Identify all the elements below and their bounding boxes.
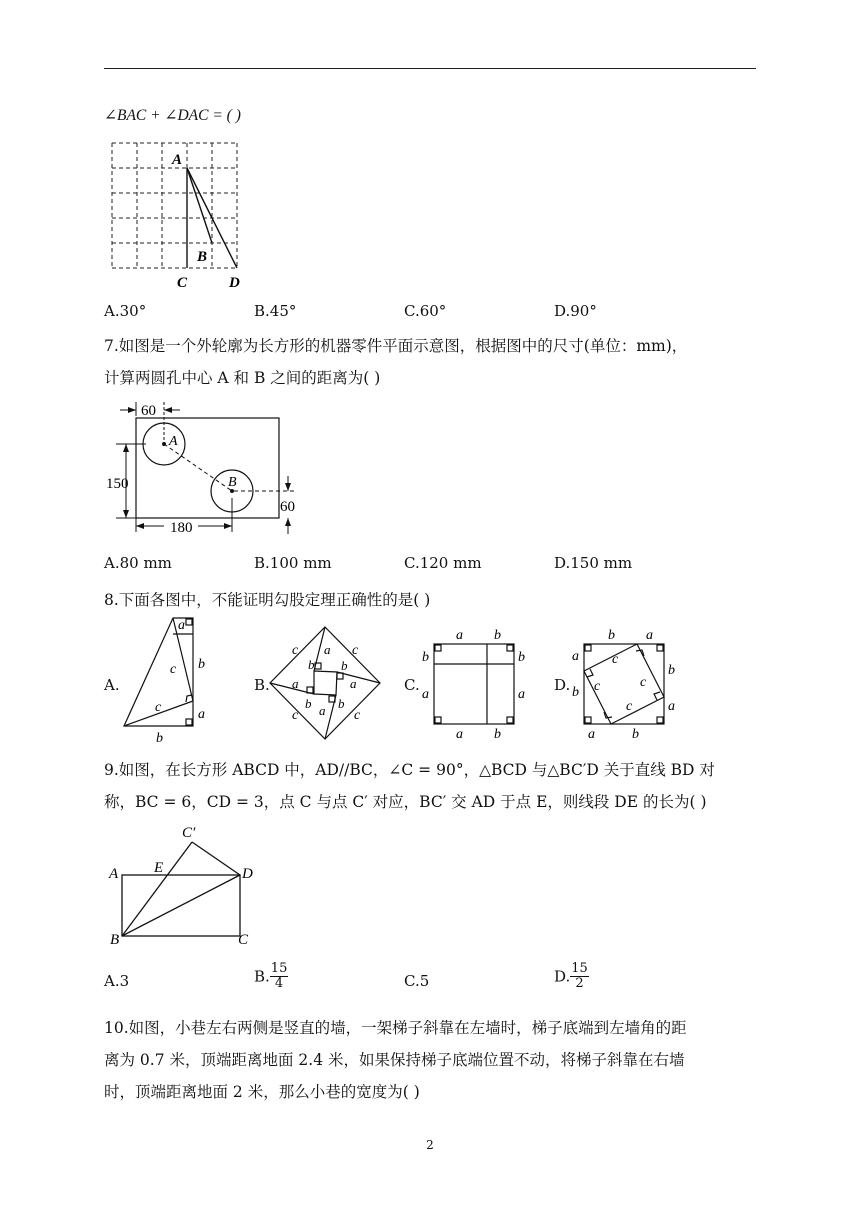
q8d-a4: a [588, 727, 595, 742]
q9-option-d-denominator: 2 [575, 976, 584, 991]
q8-figure-a [118, 616, 208, 744]
q9-option-d-prefix: D. [554, 967, 571, 986]
q9-label-cprime: C′ [182, 825, 196, 841]
q8b-c4: c [354, 708, 361, 723]
q6-option-d[interactable]: D.90° [554, 302, 597, 320]
q8c-b2: b [422, 650, 429, 665]
q8b-b3: b [305, 696, 312, 711]
q6-stem-tail: ∠BAC + ∠DAC = ( ) [104, 107, 241, 124]
q7-option-d[interactable]: D.150 mm [554, 554, 633, 572]
q9-label-b: B [110, 932, 120, 948]
q7-dim-60-top: 60 [141, 403, 156, 419]
q8b-c3: c [292, 708, 299, 723]
q8d-a1: a [646, 628, 653, 643]
q6-option-b[interactable]: B.45° [254, 302, 297, 320]
q8-figure-d [568, 626, 680, 742]
q8b-a2: a [350, 676, 357, 691]
q7-line-2: 计算两圆孔中心 A 和 B 之间的距离为( ) [104, 369, 381, 387]
q8d-b2: b [668, 663, 675, 678]
q9-option-b[interactable] [254, 962, 288, 991]
q8-option-c-label[interactable]: C. [404, 676, 420, 694]
q8b-b1: b [308, 657, 315, 672]
q6-label-a: A [172, 152, 183, 168]
q7-label-b: B [228, 475, 237, 490]
q10-line-1: 10.如图，小巷左右两侧是竖直的墙，一架梯子斜靠在左墙时，梯子底端到左墙角的距 [104, 1019, 687, 1037]
q8d-c3: c [594, 679, 601, 694]
q9-label-a: A [109, 866, 119, 882]
q8-option-b-label[interactable]: B. [254, 676, 270, 694]
q8c-a1: a [456, 628, 463, 643]
q8d-b4: b [632, 727, 639, 742]
q9-label-c: C [238, 932, 249, 948]
q8b-a3: a [292, 676, 299, 691]
q9-label-d: D [242, 866, 253, 882]
q6-label-b: B [197, 249, 208, 265]
q10-line-2: 离为 0.7 米，顶端距离地面 2.4 米，如果保持梯子底端位置不动，将梯子斜靠在右墙 [104, 1051, 685, 1069]
q8c-a2: a [422, 687, 429, 702]
q8-figure-b [266, 624, 384, 744]
q9-option-d-numerator: 15 [571, 961, 588, 976]
q8c-b3: b [518, 650, 525, 665]
q8-option-a-label[interactable]: A. [104, 676, 120, 694]
q8d-a3: a [668, 699, 675, 714]
q8c-a4: a [456, 727, 463, 742]
q7-dim-150: 150 [106, 476, 129, 492]
q8b-a1: a [324, 642, 331, 657]
q8a-label-c2: c [155, 700, 162, 715]
q7-label-a: A [169, 434, 178, 449]
q8c-a3: a [518, 687, 525, 702]
q8d-c4: c [626, 699, 633, 714]
q9-label-e: E [154, 860, 164, 876]
q9-option-b-denominator: 4 [274, 976, 284, 991]
q9-option-d-fraction [570, 962, 589, 991]
q7-dim-180: 180 [170, 520, 193, 536]
q8-figure-c [418, 626, 530, 742]
q6-grid-figure [104, 138, 254, 292]
q8d-b3: b [572, 685, 579, 700]
q8a-label-c1: c [170, 662, 177, 677]
q8a-label-a1: a [178, 618, 185, 633]
q8d-a2: a [572, 649, 579, 664]
page-number: 2 [426, 1138, 434, 1152]
q6-option-c[interactable]: C.60° [404, 302, 447, 320]
q8b-b2: b [341, 658, 348, 673]
q8-option-d-label[interactable]: D. [554, 676, 571, 694]
q9-line-2: 称，BC = 6，CD = 3，点 C 与点 C′ 对应，BC′ 交 AD 于点 E，则线段 DE 的长为( ) [104, 793, 707, 811]
q7-option-a[interactable]: A.80 mm [104, 554, 172, 572]
q7-dim-60-right: 60 [280, 499, 295, 515]
q8d-c1: c [612, 652, 619, 667]
q8b-c2: c [352, 643, 359, 658]
q7-option-c[interactable]: C.120 mm [404, 554, 482, 572]
q10-line-3: 时，顶端距离地面 2 米，那么小巷的宽度为( ) [104, 1083, 420, 1101]
q8b-b4: b [338, 696, 345, 711]
q8c-b1: b [494, 628, 501, 643]
q7-option-b[interactable]: B.100 mm [254, 554, 332, 572]
q6-label-c: C [177, 275, 188, 291]
q6-option-a[interactable]: A.30° [104, 302, 147, 320]
q8d-c2: c [640, 675, 647, 690]
q9-option-d[interactable] [554, 962, 589, 991]
header-rule [104, 68, 756, 69]
q8a-label-b2: b [156, 731, 163, 744]
q7-part-figure [104, 398, 304, 542]
q9-rectangle-figure [104, 820, 264, 952]
q9-line-1: 9.如图，在长方形 ABCD 中，AD//BC，∠C = 90°，△BCD 与△BC′D 关于直线 BD 对 [104, 761, 715, 779]
q8d-b1: b [608, 628, 615, 643]
q9-option-b-fraction [270, 962, 289, 991]
q6-label-d: D [229, 275, 240, 291]
q8-line-1: 8.下面各图中，不能证明勾股定理正确性的是( ) [104, 591, 431, 609]
q7-line-1: 7.如图是一个外轮廓为长方形的机器零件平面示意图，根据图中的尺寸(单位：mm)， [104, 337, 688, 355]
q8a-label-a2: a [198, 707, 205, 722]
q9-option-b-prefix: B. [254, 967, 270, 986]
q8b-a4: a [319, 703, 326, 718]
q8a-label-b1: b [198, 657, 205, 672]
q8c-b4: b [494, 727, 501, 742]
q9-option-c[interactable]: C.5 [404, 972, 430, 990]
q8b-c1: c [292, 643, 299, 658]
q9-option-a[interactable]: A.3 [104, 972, 130, 990]
q9-option-b-numerator: 15 [270, 961, 288, 976]
